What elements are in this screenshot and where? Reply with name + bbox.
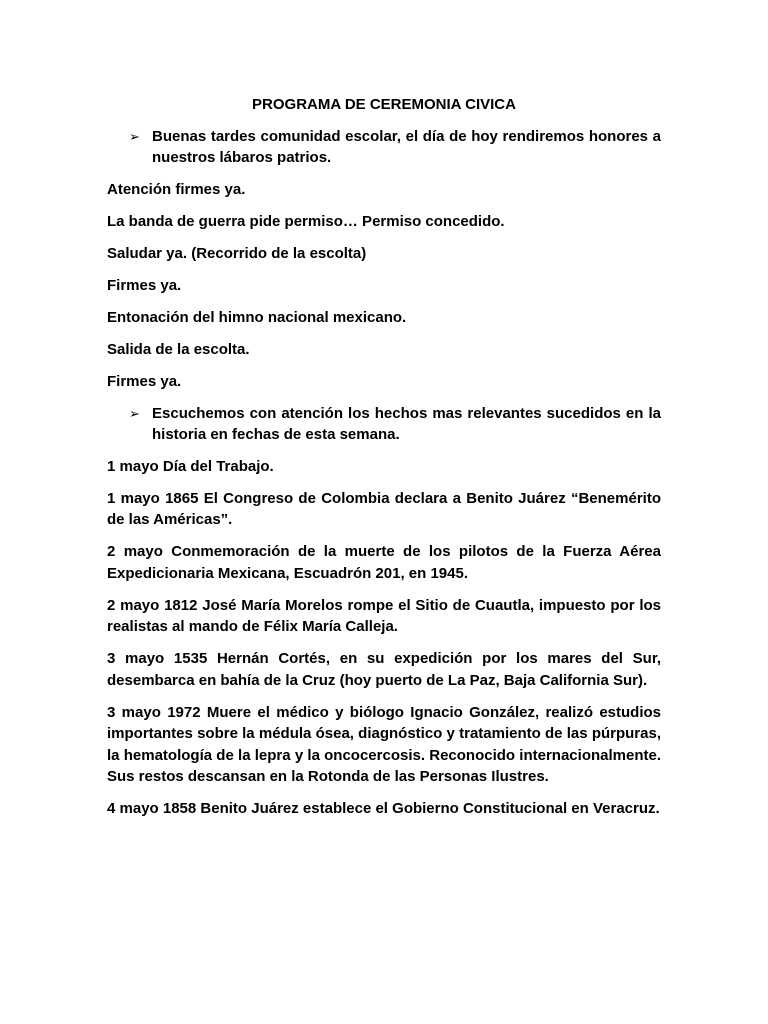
command-line: Entonación del himno nacional mexicano. — [107, 308, 407, 326]
document-title: PROGRAMA DE CEREMONIA CIVICA — [252, 96, 516, 113]
event-paragraph: 2 mayo Conmemoración de la muerte de los pilotos de la Fuerza Aérea Expedicionaria Mexicana, Escuadrón 201, en 1945. — [107, 543, 661, 582]
command-line: Saludar ya. (Recorrido de la escolta) — [107, 244, 367, 262]
arrow-bullet-icon: ➢ — [129, 405, 140, 421]
event-paragraph: 3 mayo 1535 Hernán Cortés, en su expedición por los mares del Sur, desembarca en bahía de la Cruz (hoy puerto de La Paz, Baja California Sur). — [107, 650, 661, 689]
command-line: Salida de la escolta. — [107, 340, 250, 358]
command-line: Atención firmes ya. — [107, 180, 246, 198]
event-paragraph: 1 mayo Día del Trabajo. — [107, 457, 274, 475]
event-paragraph: 3 mayo 1972 Muere el médico y biólogo Ignacio González, realizó estudios importantes sobre la médula ósea, diagnóstico y tratamiento de las púrpuras, la hematología de la lepra y la oncocercosis. Reconocido internacionalmente. Sus restos descansan en la Rotonda de las Personas Ilustres. — [107, 703, 661, 785]
document-page — [107, 94, 661, 830]
event-paragraph: 1 mayo 1865 El Congreso de Colombia declara a Benito Juárez “Benemérito de las Américas”. — [107, 489, 661, 528]
command-line: Firmes ya. — [107, 276, 182, 294]
arrow-bullet-icon: ➢ — [129, 128, 140, 144]
bullet-paragraph-history — [107, 403, 661, 446]
command-line: La banda de guerra pide permiso… Permiso concedido. — [107, 212, 505, 230]
event-paragraph: 2 mayo 1812 José María Morelos rompe el Sitio de Cuautla, impuesto por los realistas al mando de Félix María Calleja. — [107, 596, 661, 635]
bullet-paragraph-greeting — [107, 126, 661, 169]
event-paragraph: 4 mayo 1858 Benito Juárez establece el Gobierno Constitucional en Veracruz. — [107, 800, 660, 817]
bullet-text: Buenas tardes comunidad escolar, el día de hoy rendiremos honores a nuestros lábaros patrios. — [152, 127, 661, 166]
command-line: Firmes ya. — [107, 372, 182, 390]
bullet-text: Escuchemos con atención los hechos mas relevantes sucedidos en la historia en fechas de esta semana. — [152, 404, 661, 443]
